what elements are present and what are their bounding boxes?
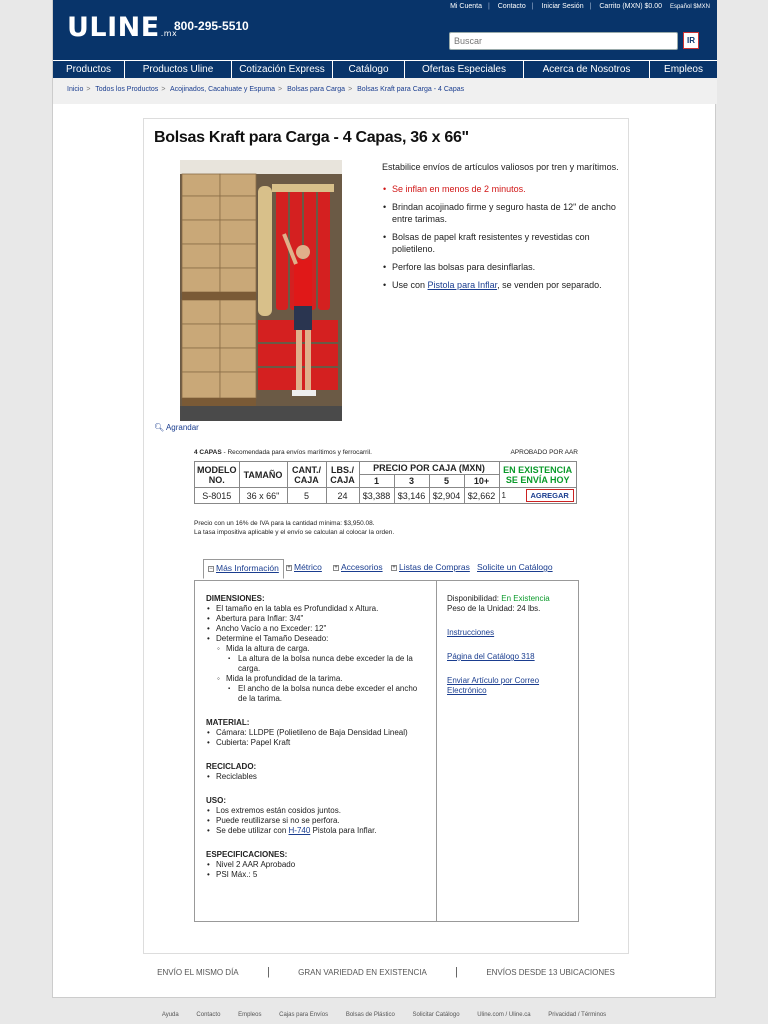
price-tier: 5 (429, 475, 464, 488)
recycle-list (206, 772, 425, 782)
footer-links (0, 1012, 768, 1018)
banner-locations: ENVÍOS DESDE 13 UBICACIONES (486, 967, 615, 977)
instructions-link[interactable]: Instrucciones (447, 628, 495, 637)
search-button[interactable]: IR (683, 32, 699, 49)
use-list (206, 806, 425, 836)
nav-productos[interactable]: Productos (53, 61, 125, 78)
col-size: TAMAÑO (239, 462, 287, 488)
feature-item: • Se inflan en menos de 2 minutos. (382, 183, 622, 195)
nav-catalogo[interactable]: Catálogo (333, 61, 405, 78)
quantity-input[interactable]: 1 (501, 491, 506, 500)
contact-link[interactable]: Contacto (497, 3, 526, 10)
price-tier: 1 (359, 475, 394, 488)
footer-bags-link[interactable]: Bolsas de Plástico (345, 1012, 395, 1018)
pricing-table (194, 461, 577, 504)
list-item: • PSI Máx.: 5 (206, 870, 425, 880)
list-item: ▪ La altura de la bolsa nunca debe exceder la de la carga. (206, 654, 425, 674)
footer-privacy-link[interactable]: Privacidad / Términos (548, 1012, 607, 1018)
table-row (195, 488, 577, 504)
email-item-link[interactable]: Enviar Artículo por Correo Electrónico (447, 676, 540, 695)
spec-list (206, 860, 425, 880)
add-to-cart-button[interactable]: AGREGAR (526, 489, 574, 502)
collapse-icon: − (209, 566, 213, 572)
aar-approved-label: APROBADO POR AAR (510, 449, 578, 456)
breadcrumb-dunnage-bags[interactable]: Bolsas para Carga (287, 86, 346, 93)
cart-link[interactable]: Carrito (MXN) $0.00 (599, 3, 663, 10)
main-nav (53, 60, 717, 78)
add-to-cart-cell (499, 488, 576, 504)
col-qty: CANT./ CAJA (287, 462, 326, 488)
price-tier: 3 (394, 475, 429, 488)
my-account-link[interactable]: Mi Cuenta (450, 3, 482, 10)
banner-variety: GRAN VARIEDAD EN EXISTENCIA (298, 967, 427, 977)
list-item: ▪ El ancho de la bolsa nunca debe exceder el ancho de la tarima. (206, 684, 425, 704)
price-cell: $3,146 (394, 488, 429, 504)
site-header (53, 0, 717, 60)
list-item: • Puede reutilizarse si no se perfora. (206, 816, 425, 826)
footer-contact-link[interactable]: Contacto (196, 1012, 221, 1018)
section-heading: MATERIAL: (206, 718, 250, 727)
breadcrumb-cushioning[interactable]: Acojinados, Cacahuate y Espuma (169, 86, 276, 93)
zoom-link[interactable]: 🔍︎ Agrandar (154, 423, 199, 432)
col-stock: EN EXISTENCIA SE ENVÍA HOY (499, 462, 576, 488)
top-links: Mi Cuenta | Contacto | Iniciar Sesión | Carrito (MXN) $0.00 Español $MXN (450, 3, 710, 10)
h740-link[interactable]: H-740 (288, 826, 311, 835)
price-cell: $2,662 (464, 488, 499, 504)
list-item: • Reciclables (206, 772, 425, 782)
section-heading: RECICLADO: (206, 762, 257, 771)
language-currency-link[interactable]: Español $MXN (669, 4, 710, 10)
list-item: • El tamaño en la tabla es Profundidad x Altura. (206, 604, 425, 614)
footer-catalog-link[interactable]: Solicitar Catálogo (412, 1012, 460, 1018)
magnifier-icon: 🔍︎ (154, 423, 165, 432)
breadcrumb: Inicio > Todos los Productos > Acojinados, Cacahuate y Espuma > Bolsas para Carga > Bolsas Kraft para Carga - 4 Capas (53, 78, 717, 104)
info-panel (194, 580, 579, 922)
tab-shopping-lists[interactable]: + Listas de Compras (392, 562, 470, 572)
banner-same-day: ENVÍO EL MISMO DÍA (157, 967, 239, 977)
footer-boxes-link[interactable]: Cajas para Envíos (279, 1012, 329, 1018)
availability: Disponibilidad: En Existencia (447, 594, 550, 603)
login-link[interactable]: Iniciar Sesión (541, 3, 584, 10)
nav-productos-uline[interactable]: Productos Uline (125, 61, 232, 78)
list-item: • Cubierta: Papel Kraft (206, 738, 425, 748)
search-input[interactable] (449, 32, 678, 50)
unit-weight: Peso de la Unidad: 24 lbs. (447, 604, 541, 613)
list-item: • Se debe utilizar con H-740 Pistola para Inflar. (206, 826, 425, 836)
expand-icon: + (334, 565, 338, 571)
availability-column (447, 581, 577, 718)
footer-help-link[interactable]: Ayuda (161, 1012, 179, 1018)
product-card (143, 118, 629, 954)
page (52, 0, 716, 998)
section-heading: ESPECIFICACIONES: (206, 850, 288, 859)
footer-jobs-link[interactable]: Empleos (238, 1012, 262, 1018)
nav-cotizacion-express[interactable]: Cotización Express (232, 61, 333, 78)
table-caption: 4 CAPAS - Recomendada para envíos marítimos y ferrocarril. APROBADO POR AAR (194, 449, 578, 456)
catalog-page-link[interactable]: Página del Catálogo 318 (447, 652, 535, 661)
dimensions-list (206, 604, 425, 704)
breadcrumb-current[interactable]: Bolsas Kraft para Carga - 4 Capas (357, 86, 465, 93)
price-cell: $3,388 (359, 488, 394, 504)
uline-logo[interactable]: ULINE.mx (67, 12, 178, 43)
list-item: • Cámara: LLDPE (Polietileno de Baja Densidad Lineal) (206, 728, 425, 738)
model-cell: S-8015 (195, 488, 240, 504)
phone-number: 800-295-5510 (174, 19, 249, 33)
divider: | (266, 966, 270, 978)
lbs-cell: 24 (326, 488, 359, 504)
qty-cell: 5 (287, 488, 326, 504)
list-item: • Nivel 2 AAR Aprobado (206, 860, 425, 870)
list-item: ◦ Mida la altura de carga. (206, 644, 425, 654)
tab-metric[interactable]: + Métrico (287, 562, 322, 572)
list-item: • Determine el Tamaño Deseado: (206, 634, 425, 644)
product-description (382, 161, 622, 297)
expand-icon: + (287, 565, 291, 571)
tab-request-catalog[interactable]: Solicite un Catálogo (477, 562, 553, 572)
feature-item: • Brindan acojinado firme y seguro hasta de 12" de ancho entre tarimas. (382, 201, 622, 225)
col-price: PRECIO POR CAJA (MXN) (359, 462, 499, 475)
section-heading: DIMENSIONES: (206, 594, 265, 603)
tab-accessories[interactable]: + Accesorios (334, 562, 383, 572)
breadcrumb-home[interactable]: Inicio (67, 86, 84, 93)
product-photo[interactable] (180, 160, 342, 421)
feature-item: • Bolsas de papel kraft resistentes y revestidas con polietileno. (382, 231, 622, 255)
price-tier: 10+ (464, 475, 499, 488)
col-model: MODELO NO. (195, 462, 240, 488)
divider: | (455, 966, 459, 978)
stock-status: En Existencia (501, 594, 550, 603)
product-intro: Estabilice envíos de artículos valiosos por tren y marítimos. (382, 162, 619, 172)
inflator-gun-link[interactable]: Pistola para Inflar (427, 280, 498, 290)
expand-icon: + (392, 565, 396, 571)
material-list (206, 728, 425, 748)
nav-acerca-de-nosotros[interactable]: Acerca de Nosotros (524, 61, 650, 78)
list-item: ◦ Mida la profundidad de la tarima. (206, 674, 425, 684)
list-item: • Los extremos están cosidos juntos. (206, 806, 425, 816)
specs-column (195, 581, 437, 921)
tab-more-info[interactable]: − Más Información (203, 559, 284, 579)
section-heading: USO: (206, 796, 226, 805)
feature-item: • Use con Pistola para Inflar, se venden por separado. (382, 279, 622, 291)
price-cell: $2,904 (429, 488, 464, 504)
breadcrumb-all-products[interactable]: Todos los Productos (95, 86, 159, 93)
nav-ofertas-especiales[interactable]: Ofertas Especiales (405, 61, 524, 78)
tax-note: Precio con un 16% de IVA para la cantidad mínima: $3,950.08. La tasa impositiva aplicable y el envío se calculan al colocar la orden. (194, 520, 395, 536)
col-lbs: LBS./ CAJA (326, 462, 359, 488)
feature-item: • Perfore las bolsas para desinflarlas. (382, 261, 622, 273)
list-item: • Ancho Vacío a no Exceder: 12" (206, 624, 425, 634)
size-cell: 36 x 66" (239, 488, 287, 504)
footer-banner (143, 966, 629, 978)
feature-list (382, 183, 622, 291)
footer-uline-sites-link[interactable]: Uline.com / Uline.ca (477, 1012, 531, 1018)
list-item: • Abertura para Inflar: 3/4" (206, 614, 425, 624)
nav-empleos[interactable]: Empleos (664, 64, 703, 75)
page-title: Bolsas Kraft para Carga - 4 Capas, 36 x 66" (154, 129, 469, 146)
